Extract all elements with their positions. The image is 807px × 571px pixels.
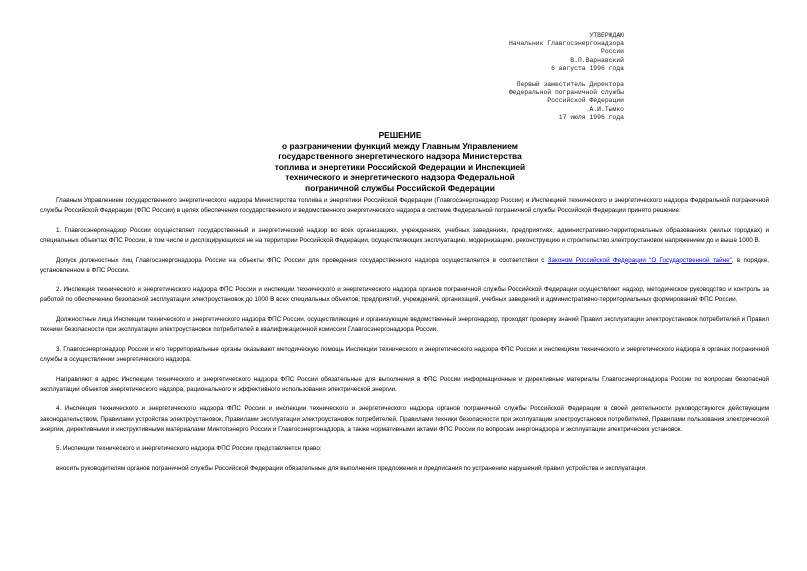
paragraph-preamble: Главным Управлением государственного энергетического надзора Министерства топлива и энергетики Российской Федерации (Главгосэнергонадзор России) и Инспекцией технического и энергетического надзора Федеральной пограничной службы Российской Федерации (ФПС России) в целях обеспечения государственного и ведомственного энергетического надзора в системе Федеральной пограничной службы Российской Федерации принято решение: (40, 197, 769, 215)
approval-line: России (600, 48, 624, 56)
paragraph-2: 2. Инспекция технического и энергетического надзора ФПС России и инспекции технического и энергетического надзора органов пограничной службы Российской Федерации осуществляет надзор, методическое руководство и контроль за работой по обеспечению безопасной эксплуатации электроустановок до 1000 В всех специальных объектов, предприятий, учреждений, организаций, учебных заведений и административно-территориальных формирований ФПС России. (40, 286, 769, 304)
document-body (40, 196, 769, 484)
paragraph-materials: Направляют в адрес Инспекции технического и энергетического надзора ФПС России обязательные для выполнения в ФПС России информационные и директивные материалы Главгосэнергонадзора России по вопросам безопасной эксплуатации объектов энергетического надзора, рационального и эффективного использования электрической энергии. (40, 375, 769, 393)
paragraph-3: 3. Главгосэнергонадзор России и его территориальные органы оказывают методическую помощь Инспекции технического и энергетического надзора ФПС России и инспекциям технического и энергетического надзора в органах пограничной службы в осуществлении энергетического надзора. (40, 345, 769, 363)
title-line: технического и энергетического надзора Федеральной (285, 172, 515, 183)
approval-line: Первый заместитель Директора (516, 81, 624, 89)
title-line: пограничной службы Российской Федерации (305, 182, 495, 193)
approval-line: 6 августа 1996 года (551, 64, 624, 72)
law-link[interactable]: Законом Российской Федерации "О Государственной тайне" (547, 256, 732, 264)
title-line: о разграничении функций между Главным Управлением (282, 140, 518, 151)
approval-line: УТВЕРЖДАЮ (589, 32, 624, 39)
approval-line: Начальник Главгосэнергонадзора (508, 40, 624, 48)
paragraph-text: Допуск должностных лиц Главгосэнергонадзора России на объекты ФПС России для проведения государственного надзора осуществляется в соответствии с (56, 256, 548, 264)
paragraph-4: 4. Инспекция технического и энергетического надзора ФПС России и инспекции технического и энергетического надзора органов пограничной службы Российской Федерации в своей деятельности руководствуются действующим законодательством, Правилами устройства электроустановок, Правилами эксплуатации электроустановок потребителей, Правилами техники безопасности при эксплуатации электроустановок потребителей, Правилами пользования электрической энергии, директивными и инструктивными материалами Минтопэнерго России и Главгосэнергонадзора, а также нормативными актами ФПС России по вопросам энергонадзора и эксплуатации электрических установок. (40, 405, 769, 433)
approval-block-1 (500, 32, 624, 73)
approval-block-2 (500, 81, 624, 122)
paragraph-officials: Должностные лица Инспекции технического и энергетического надзора ФПС России, осуществляющие и организующие ведомственный энергонадзор, проходят проверку знаний Правил эксплуатации электроустановок потребителей и Правил техники безопасности при эксплуатации электроустановок потребителей в квалификационной комиссии Главгосэнергонадзора России. (40, 316, 769, 334)
approval-line: Федеральной пограничной службы (508, 89, 624, 97)
title-line: топлива и энергетики Российской Федерации и Инспекцией (274, 161, 526, 172)
approval-line: 17 июля 1996 года (558, 113, 624, 121)
approval-line: В.П.Варнавский (570, 56, 624, 64)
approval-line: Российской Федерации (547, 97, 624, 105)
approval-stamp (500, 32, 624, 130)
title-line: государственного энергетического надзора Министерства (278, 151, 522, 162)
paragraph-1: 1. Главгосэнергонадзор России осуществляет государственный и энергетический надзор во всех организациях, учреждениях, учебных заведениях, предприятиях, административно-территориальных образованиях (жилых городках) и специальных объектах ФПС России, в том числе и дислоцирующихся не на территории Российской Федерации, осуществляющих эксплуатацию, модернизацию, реконструкцию и строительство электроустановок напряжением до и выше 1000 В. (40, 226, 769, 244)
paragraph-text: , в порядке, установленном в ФПС России. (40, 256, 769, 274)
paragraph-rights: вносить руководителям органов пограничной службы Российской Федерации обязательные для выполнения предложения и предписания по устранению нарушений правил устройства и эксплуатации (56, 465, 646, 473)
approval-line: А.И.Тымко (589, 105, 624, 113)
document-title (250, 130, 550, 194)
title-line: РЕШЕНИЕ (378, 130, 422, 140)
paragraph-access (40, 256, 769, 276)
paragraph-5: 5. Инспекции технического и энергетического надзора ФПС России представляется право: (56, 445, 322, 453)
